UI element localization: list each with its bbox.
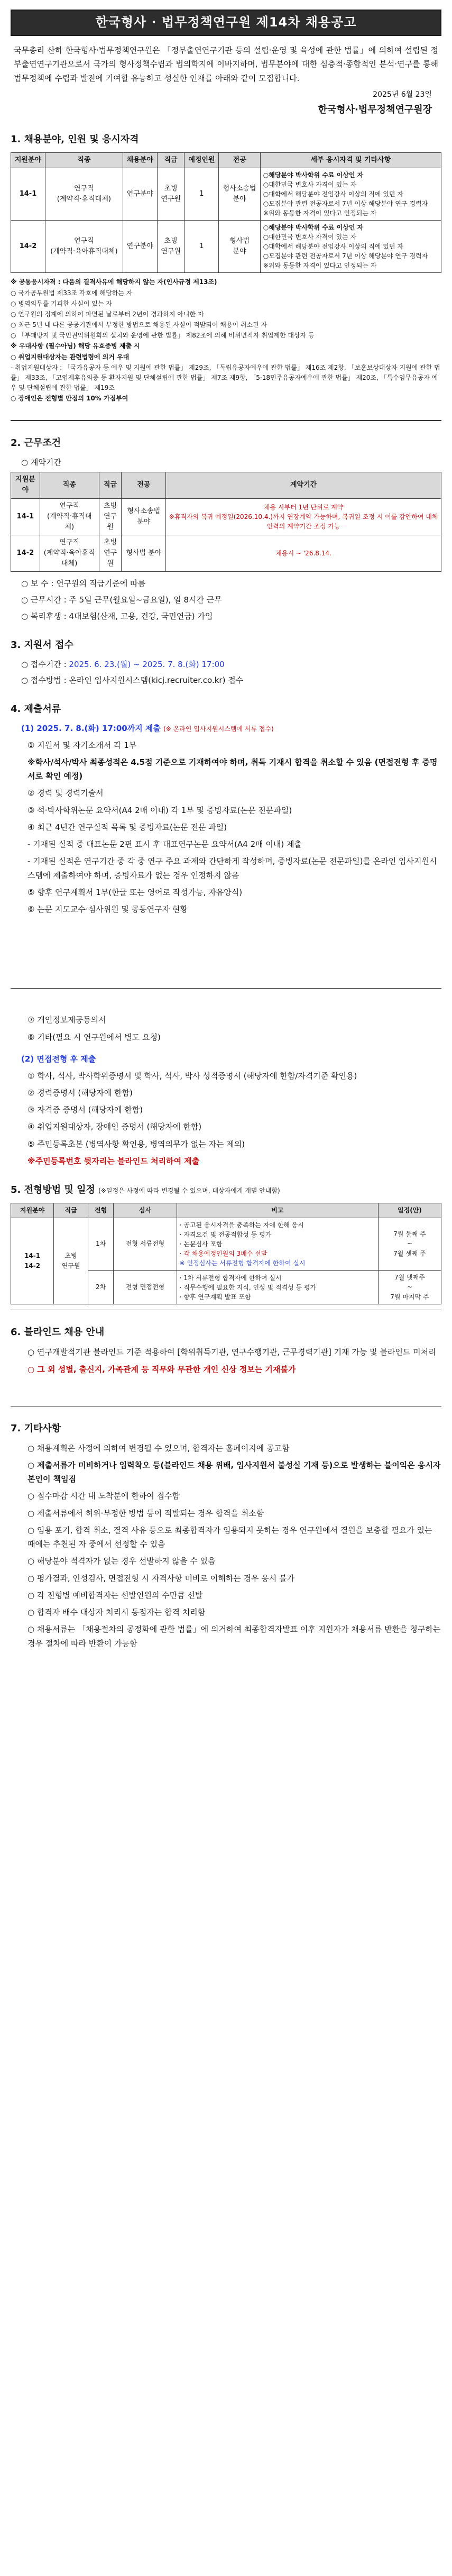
work-condition-item: ○ 근무시간 : 주 5일 근무(월요일~금요일), 일 8시간 근무 bbox=[21, 595, 222, 605]
section-1 bbox=[11, 132, 441, 404]
section-6 bbox=[11, 1325, 441, 1376]
documents-list-1 bbox=[11, 738, 441, 917]
other-note-item: ○ 접수마감 시간 내 도착분에 한하여 접수함 bbox=[27, 1491, 180, 1501]
schedule-remarks bbox=[177, 1270, 378, 1304]
column-header: 전형 bbox=[88, 1203, 113, 1218]
document-item: ⑤ 주민등록초본 (병역사항 확인용, 병역의무가 없는 자는 제외) bbox=[27, 1139, 245, 1149]
document-item: ④ 취업지원대상자, 장애인 증명서 (해당자에 한함) bbox=[27, 1122, 202, 1132]
common-qualifications-title: ※ 공통응시자격 : 다음의 결격사유에 해당하지 않는 자(인사규정 제13조) bbox=[11, 278, 217, 286]
schedule-date: 7월 둘째 주 ~ 7월 셋째 주 bbox=[378, 1218, 441, 1270]
detail-line: ※위와 동등한 자격이 있다고 인정되는 자 bbox=[263, 209, 377, 217]
document-item: ③ 자격증 증명서 (해당자에 한함) bbox=[27, 1105, 143, 1115]
section-2-title: 2. 근무조건 bbox=[11, 437, 61, 449]
schedule-date: 7월 넷째주 ~ 7월 마지막 주 bbox=[378, 1270, 441, 1304]
position-code: 14-1 bbox=[11, 168, 45, 221]
common-qualifications bbox=[11, 277, 441, 404]
contract-period-label: ○ 계약기간 bbox=[21, 457, 61, 467]
documents-after-interview-title: (2) 면접전형 후 제출 bbox=[21, 1054, 96, 1064]
other-notes-list bbox=[11, 1441, 441, 1650]
other-note-item: ○ 각 전형별 예비합격자는 선발인원의 수만큼 선발 bbox=[27, 1590, 203, 1600]
other-note-item: ○ 제출서류가 미비하거나 입력착오 등(블라인드 채용 위배, 입사지원서 불성실 기재 등)으로 발생하는 불이익은 응시자 본인이 책임짐 bbox=[27, 1460, 441, 1484]
position-details bbox=[260, 221, 441, 273]
column-header: 직급 bbox=[157, 153, 185, 168]
remark-line: · 공고된 응시자격을 충족하는 자에 한해 응시 bbox=[179, 1221, 305, 1229]
note-line: ○ 취업지원대상자는 관련법령에 의거 우대 bbox=[11, 353, 130, 361]
column-header: 지원분야 bbox=[11, 472, 40, 498]
schedule-table-header bbox=[11, 1203, 441, 1218]
position-code: 14-2 bbox=[11, 221, 45, 273]
remark-line: · 향후 연구계획 발표 포함 bbox=[179, 1293, 251, 1301]
position-grade: 초빙 연구원 bbox=[157, 221, 185, 273]
contract-grade: 초빙 연구원 bbox=[99, 535, 122, 571]
position-type: 연구직 (계약직·휴직대체) bbox=[45, 168, 123, 221]
schedule-code: 14-1 14-2 bbox=[11, 1218, 54, 1304]
column-header: 일정(안) bbox=[378, 1203, 441, 1218]
other-note-item: ○ 채용서류는 「채용절차의 공정화에 관한 법률」에 의거하여 최종합격자발표 이후 지원자가 채용서류 반환을 청구하는 경우 절차에 따라 반환이 가능함 bbox=[27, 1624, 441, 1648]
documents-list-1b bbox=[11, 1013, 441, 1044]
divider bbox=[11, 420, 441, 421]
schedule-name: 전형 서류전형 bbox=[114, 1218, 177, 1270]
detail-line: ○대학에서 해당분야 전임강사 이상의 직에 있던 자 bbox=[263, 190, 403, 198]
document-item: ② 경력증명서 (해당자에 한함) bbox=[27, 1088, 133, 1098]
section-1-title: 1. 채용분야, 인원 및 응시자격 bbox=[11, 134, 139, 145]
notice-date: 2025년 6월 23일 bbox=[373, 90, 432, 99]
documents-list-2 bbox=[11, 1069, 441, 1151]
document-item: ④ 최근 4년간 연구실적 목록 및 증빙자료(논문 전문 파일) bbox=[27, 822, 227, 832]
schedule-remarks bbox=[177, 1218, 378, 1270]
blind-item-2: ○ 그 외 성별, 출신지, 가족관계 등 직무와 무관한 개인 신상 정보는 기재불가 bbox=[27, 1364, 296, 1374]
detail-line: ○대한민국 변호사 자격이 있는 자 bbox=[263, 233, 357, 241]
section-4-title: 4. 제출서류 bbox=[11, 704, 61, 715]
blind-item-1 bbox=[27, 1345, 441, 1359]
schedule-table-body bbox=[11, 1218, 441, 1304]
section-7-title: 7. 기타사항 bbox=[11, 1422, 61, 1434]
note-line: ○ 연구원의 징계에 의하여 파면된 날로부터 2년이 경과하지 아니한 자 bbox=[11, 310, 204, 318]
other-note-item: ○ 제출서류에서 허위·부정한 방법 등이 적발되는 경우 합격을 취소함 bbox=[27, 1508, 264, 1518]
other-note-item: ○ 평가결과, 인성검사, 면접전형 시 자격사항 미비로 이해하는 경우 응시 불가 bbox=[27, 1573, 295, 1583]
detail-line: ○모집분야 관련 전공자로서 7년 이상 해당분야 연구 경력자 bbox=[263, 252, 428, 260]
column-header: 예정인원 bbox=[185, 153, 219, 168]
section-6-title: 6. 블라인드 채용 안내 bbox=[11, 1327, 105, 1338]
positions-table-body bbox=[11, 168, 441, 273]
document-item: ※학사/석사/박사 최종성적은 4.5점 기준으로 기재하여야 하며, 취득 기재시 합격을 취소할 수 있음 (면접전형 후 증명서로 확인 예정) bbox=[27, 757, 438, 781]
document-item: ② 경력 및 경력기술서 bbox=[27, 788, 104, 798]
other-note-item: ○ 합격자 배수 대상자 처리시 동점자는 합격 처리함 bbox=[27, 1607, 206, 1618]
position-details bbox=[260, 168, 441, 221]
column-header: 세부 응시자격 및 기타사항 bbox=[260, 153, 441, 168]
contract-table-header bbox=[11, 472, 441, 498]
other-note-item: ○ 임용 포기, 합격 취소, 결격 사유 등으로 최종합격자가 임용되지 못하는 경우 연구원에서 결원을 보충할 필요가 있는 때에는 추천된 자 중에서 선정할 수 있음 bbox=[27, 1525, 432, 1549]
deadline-note: (※ 온라인 입사지원시스템에 서류 접수) bbox=[163, 725, 274, 733]
contract-code: 14-2 bbox=[11, 535, 40, 571]
section-5-title-text: 5. 전형방법 및 일정 bbox=[11, 1184, 95, 1196]
detail-line: ○해당분야 박사학위 수료 이상인 자 bbox=[263, 171, 364, 179]
spacer bbox=[11, 919, 441, 983]
contract-major: 형사소송법 분야 bbox=[122, 498, 166, 535]
contract-type: 연구직 (계약직·휴직대체) bbox=[40, 498, 99, 535]
note-line: ○ 국가공무원법 제33조 각호에 해당하는 자 bbox=[11, 289, 133, 297]
table-row bbox=[11, 498, 441, 535]
note-line: ○ 병역의무를 기피한 사실이 있는 자 bbox=[11, 299, 112, 307]
column-header: 전공 bbox=[122, 472, 166, 498]
remark-line: ※ 인정심사는 서류전형 합격자에 한하여 실시 bbox=[179, 1259, 306, 1267]
table-row bbox=[11, 168, 441, 221]
document-item: ⑥ 논문 지도교수·심사위원 및 공동연구자 현황 bbox=[27, 905, 188, 915]
contract-table-body bbox=[11, 498, 441, 572]
recruitment-notice-page bbox=[0, 10, 452, 1675]
work-conditions-list bbox=[11, 577, 441, 623]
note-line: ※ 우대사항 (필수아님) 해당 유효증빙 제출 시 bbox=[11, 342, 140, 350]
remark-line: · 자격요건 및 전공적합성 등 평가 bbox=[179, 1230, 272, 1238]
position-type: 연구직 (계약직·육아휴직대체) bbox=[45, 221, 123, 273]
document-item: ① 학사, 석사, 박사학위증명서 및 학사, 석사, 박사 성적증명서 (해당자에 한함/자격기준 확인용) bbox=[27, 1071, 357, 1081]
work-condition-item: ○ 복리후생 : 4대보험(산재, 고용, 건강, 국민연금) 가입 bbox=[21, 611, 213, 621]
position-count: 1 bbox=[185, 168, 219, 221]
column-header: 채용분야 bbox=[123, 153, 157, 168]
document-item: - 기재된 실적은 연구기간 중 각 중 연구 주요 과제와 간단하게 작성하며, 증빙자료(논문 전문파일)를 온라인 입사지원시스템에 제출하여야 하며, 증빙자료가 없는 경우 인정하지 않음 bbox=[27, 856, 437, 880]
table-row bbox=[11, 1218, 441, 1270]
common-qualifications-list bbox=[11, 288, 441, 404]
schedule-stage: 1차 bbox=[88, 1218, 113, 1270]
schedule-stage: 2차 bbox=[88, 1270, 113, 1304]
contract-period: 채용 시부터 1년 단위로 계약 ※휴직자의 복귀 예정일(2026.10.4.)까지 연장계약 가능하며, 복귀일 조정 시 이를 감안하여 대체인력의 계약기간 조정 가능 bbox=[166, 498, 441, 535]
table-row bbox=[11, 221, 441, 273]
note-line: ○ 최근 5년 내 다른 공공기관에서 부정한 방법으로 채용된 사실이 적발되어 채용이 취소된 자 bbox=[11, 321, 267, 329]
position-grade: 초빙 연구원 bbox=[157, 168, 185, 221]
detail-line: ○모집분야 관련 전공자로서 7년 이상 해당분야 연구 경력자 bbox=[263, 200, 428, 208]
schedule-table bbox=[11, 1203, 441, 1304]
documents-submission-deadline bbox=[21, 722, 441, 735]
application-period-label: ○ 접수기간 : bbox=[21, 659, 69, 669]
positions-table-header bbox=[11, 153, 441, 168]
remark-line: · 직무수행에 필요한 지식, 인성 및 적격성 등 평가 bbox=[179, 1283, 317, 1291]
blind-item-1-text: ○ 연구개발적기관 블라인드 기준 적용하여 [학위취득기관, 연구수행기관, 근무경력기관] 기재 가능 및 블라인드 미처리 bbox=[27, 1347, 436, 1357]
contract-grade: 초빙 연구원 bbox=[99, 498, 122, 535]
column-header: 직급 bbox=[54, 1203, 88, 1218]
application-period bbox=[21, 658, 441, 671]
column-header: 비고 bbox=[177, 1203, 378, 1218]
document-item: ⑦ 개인정보제공동의서 bbox=[27, 1015, 106, 1025]
other-note-item: ○ 채용계획은 사정에 의하여 변경될 수 있으며, 합격자는 홈페이지에 공고함 bbox=[27, 1443, 290, 1453]
intro-paragraph: 국무총리 산하 한국형사·법무정책연구원은 「정부출연연구기관 등의 설립·운영 및 육성에 관한 법률」에 의하여 설립된 정부출연연구기관으로서 국가의 형사정책수립과 법의학지에 이바지하며, 법무분야에 대한 심층적·종합적인 분석·연구를 통해 법무정책에 수립과 발전에 기여할 유능하고 성실한 인재를 아래와 같이 모집합니다. bbox=[14, 45, 438, 83]
section-5-subtitle: (※일정은 사정에 따라 변경될 수 있으며, 대상자에게 개별 안내함) bbox=[98, 1187, 280, 1195]
document-item: ⑧ 기타(필요 시 연구원에서 별도 요청) bbox=[27, 1032, 161, 1042]
document-item: ③ 석·박사학위논문 요약서(A4 2매 이내) 각 1부 및 증빙자료(논문 전문파일) bbox=[27, 805, 292, 815]
column-header: 직종 bbox=[40, 472, 99, 498]
deadline-text: (1) 2025. 7. 8.(화) 17:00까지 제출 bbox=[21, 723, 161, 733]
contract-major: 형사법 분야 bbox=[122, 535, 166, 571]
notice-title: 한국형사 · 법무정책연구원 제14차 채용공고 bbox=[11, 10, 441, 36]
position-field: 연구분야 bbox=[123, 168, 157, 221]
contract-table bbox=[11, 472, 441, 572]
section-7 bbox=[11, 1421, 441, 1650]
contract-code: 14-1 bbox=[11, 498, 40, 535]
note-line: ○ 「부패방지 및 국민권익위원회의 설치와 운영에 관한 법률」 제82조에 의해 비위면직자 취업제한 대상자 등 bbox=[11, 332, 315, 340]
section-5 bbox=[11, 1183, 441, 1304]
detail-line: ○대한민국 변호사 자격이 있는 자 bbox=[263, 181, 357, 189]
detail-line: ○대학에서 해당분야 전임강사 이상의 직에 있던 자 bbox=[263, 243, 403, 251]
document-item: ⑤ 향후 연구계획서 1부(한글 또는 영어로 작성가능, 자유양식) bbox=[27, 887, 243, 897]
position-count: 1 bbox=[185, 221, 219, 273]
notice-signer: 한국형사·법무정책연구원장 bbox=[318, 104, 432, 116]
other-note-item: ○ 해당분야 적격자가 없는 경우 선발하지 않을 수 있음 bbox=[27, 1556, 216, 1566]
remark-line: · 논문심사 포함 bbox=[179, 1240, 223, 1248]
spacer bbox=[11, 989, 441, 1010]
detail-line: ○해당분야 박사학위 수료 이상인 자 bbox=[263, 224, 364, 232]
positions-table bbox=[11, 152, 441, 273]
column-header: 계약기간 bbox=[166, 472, 441, 498]
column-header: 직종 bbox=[45, 153, 123, 168]
schedule-grade: 초빙 연구원 bbox=[54, 1218, 88, 1304]
contract-type: 연구직 (계약직·육아휴직대체) bbox=[40, 535, 99, 571]
application-period-value: 2025. 6. 23.(월) ~ 2025. 7. 8.(화) 17:00 bbox=[69, 659, 225, 669]
contract-period: 채용시 ~ '26.8.14. bbox=[166, 535, 441, 571]
remark-line: · 1차 서류전형 합격자에 한하여 실시 bbox=[179, 1274, 282, 1282]
section-5-title bbox=[11, 1183, 441, 1198]
spacer bbox=[11, 1380, 441, 1401]
section-3 bbox=[11, 638, 441, 687]
column-header: 지원분야 bbox=[11, 1203, 54, 1218]
section-4 bbox=[11, 702, 441, 1168]
position-field: 연구분야 bbox=[123, 221, 157, 273]
section-3-title: 3. 지원서 접수 bbox=[11, 639, 73, 651]
column-header: 직급 bbox=[99, 472, 122, 498]
position-major: 형사소송법 분야 bbox=[219, 168, 260, 221]
note-line: ○ 장애인은 전형별 만점의 10% 가점부여 bbox=[11, 395, 128, 403]
application-method: ○ 접수방법 : 온라인 입사지원시스템(kicj.recruiter.co.kr) 접수 bbox=[21, 675, 244, 686]
column-header: 전공 bbox=[219, 153, 260, 168]
document-item: - 기재된 실적 중 대표논문 2편 표시 후 대표연구논문 요약서(A4 2매 이내) 제출 bbox=[27, 839, 302, 849]
note-line: - 취업지원대상자 : 「국가유공자 등 예우 및 지원에 관한 법률」 제29조, 「독립유공자예우에 관한 법률」 제16조 제2항, 「보훈보상대상자 지원에 관한 법률」 제33조, 「고엽제후유의증 등 환자지원 및 단체설립에 관한 법률」 제7조 제9항, 「5·18민주유공자예우에 관한 법률」 제20조, 「특수임무유공자 예우 및 단체설립에 관한 법률」 제19조 bbox=[11, 363, 440, 392]
table-row bbox=[11, 535, 441, 571]
documents-list-2-note: ※주민등록번호 뒷자리는 블라인드 처리하여 제출 bbox=[27, 1156, 200, 1166]
detail-line: ※위와 동등한 자격이 있다고 인정되는 자 bbox=[263, 262, 377, 270]
document-item: ① 지원서 및 자기소개서 각 1부 bbox=[27, 740, 137, 750]
position-major: 형사법 분야 bbox=[219, 221, 260, 273]
schedule-name: 전형 면접전형 bbox=[114, 1270, 177, 1304]
section-2 bbox=[11, 436, 441, 623]
remark-line: · 각 채용예정인원의 3배수 선발 bbox=[179, 1249, 267, 1257]
work-condition-item: ○ 보 수 : 연구원의 직급기준에 따름 bbox=[21, 579, 146, 589]
column-header: 심사 bbox=[114, 1203, 177, 1218]
column-header: 지원분야 bbox=[11, 153, 45, 168]
